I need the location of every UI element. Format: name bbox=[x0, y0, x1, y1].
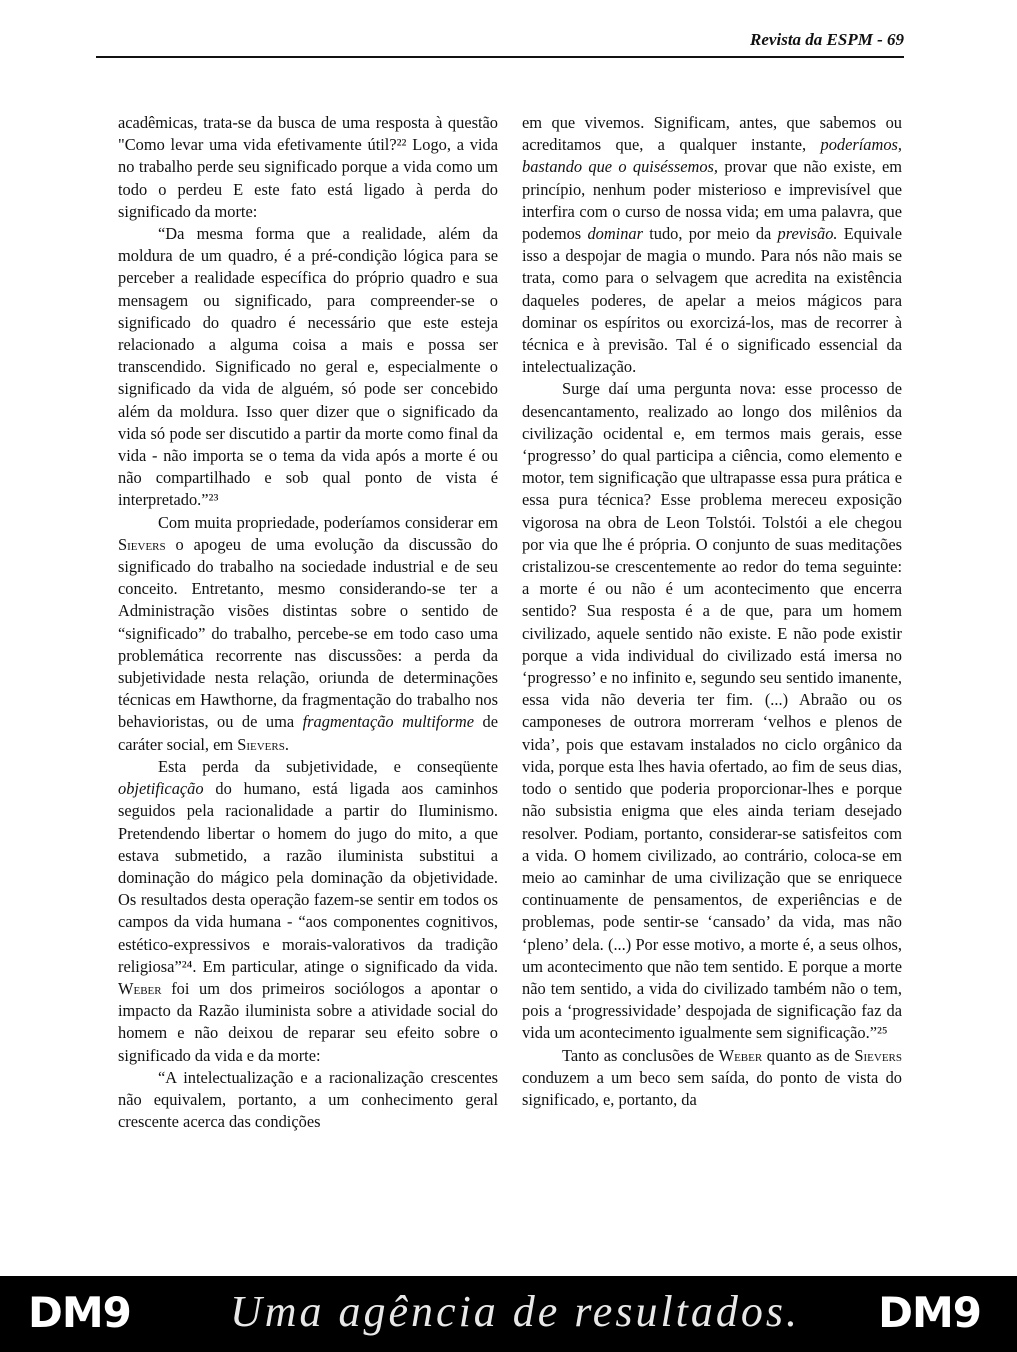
text-run: Esta perda da subjetividade, e conseqüente bbox=[158, 756, 498, 776]
paragraph: Surge daí uma pergunta nova: esse processo de desencantamento, realizado ao longo dos milênios da civilização ocidental e, em termos mais gerais, esse ‘progresso’ do qual participa a ciência, como elemento e motor, tem significação que ultrapasse essa pura prática e essa pura técnica? Esse problema mereceu exposição vigorosa na obra de Leon Tolstói. Tolstói a ele chegou por via que lhe é própria. O conjunto de suas meditações cristalizou-se crescentemente ao redor do tema seguinte: a morte é ou não é um acontecimento que encerra sentido? Sua resposta é a de que, para um homem civilizado, aquele sentido não existe. E não pode existir porque a vida individual do civilizado está imersa no ‘progresso’ e no infinito e, segundo seu sentido imanente, essa vida não deveria ter fim. (...) Abraão ou os camponeses de outrora morreram ‘velhos e plenos de vida’, pois que estavam instalados no ciclo orgânico da vida, porque esta lhes havia ofertado, ao fim de seus dias, todo o sentido que poderia proporcionar-lhes e porque não subsistia enigma que eles ainda teriam desejado resolver. Podiam, portanto, considerar-se satisfeitos com a vida. O homem civilizado, ao contrário, coloca-se em meio ao caminhar de uma civilização que se enriquece continuamente de pensamentos, de experiências e de problemas, pode sentir-se ‘cansado’ da vida, mas não ‘pleno’ dela. (...) Por esse motivo, a morte é, a seus olhos, um acontecimento que não tem sentido. E porque a morte não tem sentido, a vida do civilizado também não o tem, pois a ‘progressividade’ despojada de significação faz da vida um acontecimento igualmente sem significação.”²⁵ bbox=[522, 379, 902, 1043]
running-header bbox=[96, 30, 904, 58]
right-column bbox=[522, 112, 902, 1111]
paragraph bbox=[522, 112, 902, 378]
dm9-logo-right: DM9 bbox=[878, 1288, 981, 1337]
italic-term: previsão. bbox=[777, 224, 838, 244]
advertisement-banner bbox=[0, 1276, 1017, 1352]
italic-term: objetificação bbox=[118, 779, 204, 799]
text-run: . bbox=[284, 734, 289, 754]
paragraph bbox=[118, 512, 498, 756]
text-run: em que vivemos. Significam, antes, que sabemos ou acreditamos que, a qualquer instante, bbox=[522, 113, 902, 155]
text-run: do humano, está ligada aos caminhos seguidos pela racionalidade a partir do Iluminismo. Pretendendo libertar o homem do jugo do mito, a que estava submetido, a razão iluminista substitui a dominação do mágico pela dominação da objetividade. Os resultados desta operação fazem-se sentir em todos os campos da vida humana - “aos componentes cognitivos, estético-expressivos e morais-valorativos da tradição religiosa”²⁴. Em particular, atinge o significado da vida. bbox=[118, 779, 498, 976]
text-run: Tanto as conclusões de bbox=[562, 1045, 719, 1065]
author-name: Sievers bbox=[237, 734, 285, 754]
paragraph bbox=[522, 1045, 902, 1112]
dm9-logo-left: DM9 bbox=[28, 1288, 131, 1337]
quote-paragraph: “Da mesma forma que a realidade, além da moldura de um quadro, é a pré-condição lógica para se perceber a realidade específica do próprio quadro e sua mensagem ou significado, para compreender-se o significado do quadro é necessário que este esteja relacionado a alguma coisa a mais e possa ser transcendido. Significado no geral e, especialmente o significado da vida de alguém, só pode ser concebido além da moldura. Isso quer dizer que o significado da vida só pode ser discutido a partir da morte como final da vida - não importa se o tema da vida após a morte é ou não compartilhado e sob qual ponto de vista é interpretado.”²³ bbox=[118, 224, 498, 510]
journal-title: Revista da ESPM - 69 bbox=[750, 30, 904, 49]
paragraph: acadêmicas, trata-se da busca de uma resposta à questão "Como levar uma vida efetivamente útil?²² Logo, a vida no trabalho perde seu significado porque a vida como um todo o perdeu E este fato está ligado à perda do significado da morte: bbox=[118, 113, 498, 221]
author-name: Weber bbox=[118, 978, 162, 998]
left-column bbox=[118, 112, 498, 1133]
text-run: Equivale isso a despojar de magia o mundo. Para nós não mais se trata, como para o selvagem que acredita na existência daqueles poderes, de apelar a meios mágicos para dominar os espíritos ou exorcizá-los, mas de recorrer à técnica e à previsão. Tal é o significado essencial da intelectualização. bbox=[522, 224, 902, 377]
text-run: provar que não existe, em princípio, nenhum poder misterioso e imprevisível que interfira com o curso de nossa vida; em uma palavra, que podemos bbox=[522, 157, 902, 244]
text-run: de caráter social, em bbox=[118, 712, 498, 754]
paragraph bbox=[118, 756, 498, 1067]
italic-term: fragmentação multiforme bbox=[302, 712, 475, 732]
text-run: tudo, por meio da bbox=[643, 224, 778, 244]
text-run: Com muita propriedade, poderíamos considerar em bbox=[158, 512, 498, 532]
italic-term: dominar bbox=[587, 224, 643, 244]
ad-slogan: Uma agência de resultados. bbox=[229, 1287, 801, 1336]
text-run: quanto as de bbox=[762, 1045, 855, 1065]
italic-term: poderíamos, bastando que o quiséssemos, bbox=[522, 135, 902, 177]
author-name: Sievers bbox=[854, 1045, 902, 1065]
quote-paragraph: “A intelectualização e a racionalização crescentes não equivalem, portanto, a um conhecimento geral crescente acerca das condições bbox=[118, 1067, 498, 1132]
text-run: foi um dos primeiros sociólogos a apontar o impacto da Razão iluminista sobre a atividade social do homem e não deixou de reparar seu efeito sobre o significado da vida e da morte: bbox=[118, 978, 498, 1065]
author-name: Weber bbox=[718, 1045, 763, 1065]
author-name: Sievers bbox=[118, 534, 166, 554]
text-run: o apogeu de uma evolução da discussão do significado do trabalho na sociedade industrial e de seu conceito. Entretanto, mesmo considerando-se ter a Administração visões distintas sobre o sentido de “significado” do trabalho, percebe-se em todo caso uma problemática recorrente nas discussões: a perda da subjetividade nesta relação, oriunda de determinações técnicas em Hawthorne, da fragmentação do trabalho nos behavioristas, ou de uma bbox=[118, 534, 498, 732]
text-run: conduzem a um beco sem saída, do ponto de vista do significado, e, portanto, da bbox=[522, 1067, 902, 1109]
